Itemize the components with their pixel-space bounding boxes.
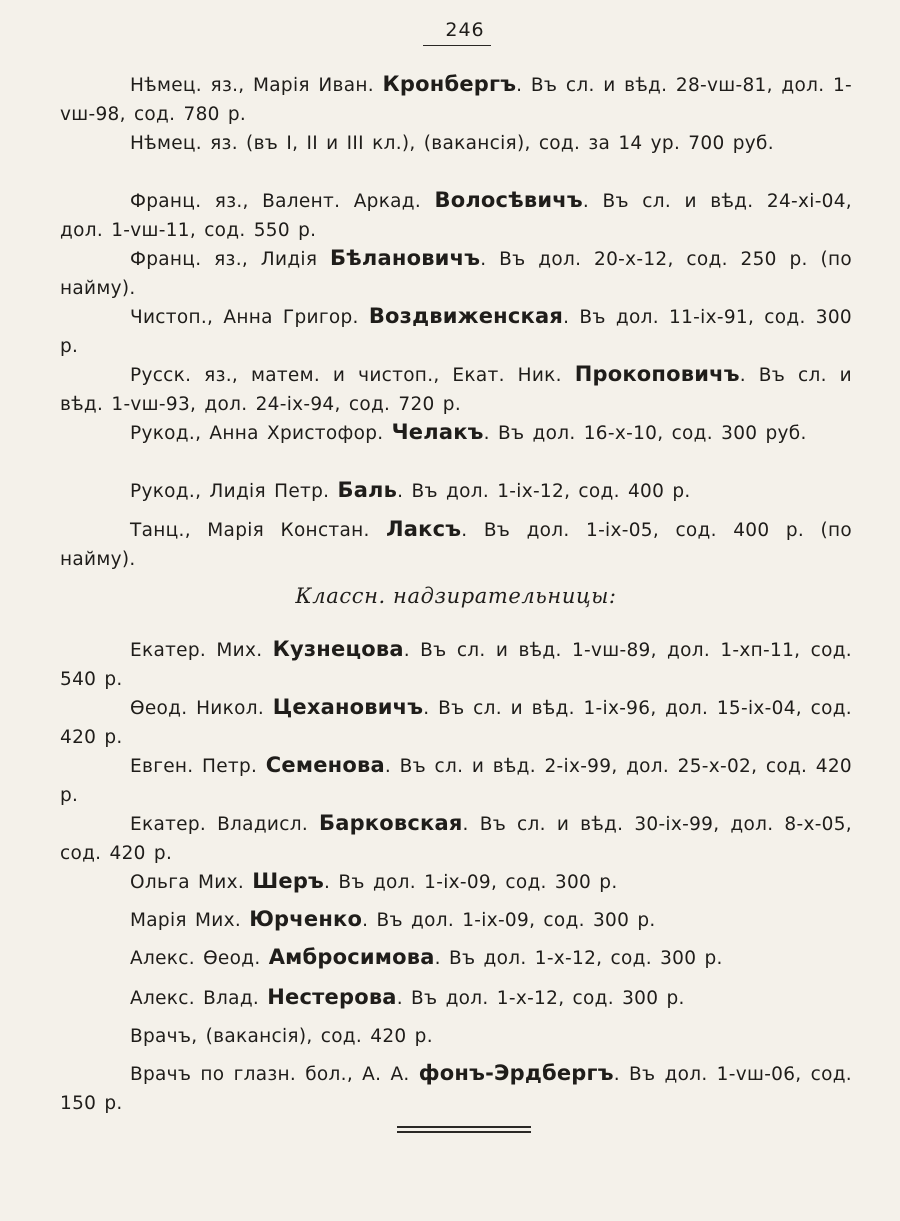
surname: Бѣлановичъ — [330, 246, 481, 270]
end-rule-bottom — [397, 1131, 531, 1133]
staff-entry — [60, 476, 852, 506]
staff-entry — [60, 1021, 852, 1051]
surname: Кронбергъ — [382, 72, 517, 96]
staff-entry — [60, 418, 852, 448]
entry-details: . Въ дол. 1-іх-09, сод. 300 р. — [324, 872, 618, 893]
staff-entry — [60, 867, 852, 897]
staff-entry — [60, 983, 852, 1013]
entry-prefix: Евген. Петр. — [130, 756, 266, 777]
staff-entry — [60, 244, 852, 303]
entry-prefix: Марія Мих. — [130, 910, 250, 931]
surname: Шеръ — [252, 869, 325, 893]
entry-prefix: Рукод., Анна Христофор. — [130, 423, 392, 444]
entry-prefix: Нѣмец. яз. (въ I, II и III кл.), (вакансія), сод. за 14 ур. 700 руб. — [130, 133, 774, 154]
entry-prefix: Ѳеод. Никол. — [130, 698, 273, 719]
staff-entry — [60, 809, 852, 868]
staff-entry — [60, 302, 852, 361]
staff-entry — [60, 360, 852, 419]
staff-entry — [60, 635, 852, 694]
end-rule-top — [397, 1126, 531, 1128]
surname: Лаксъ — [386, 517, 462, 541]
entry-details: . Въ сл. и вѣд. 24-хі-04, дол. 1-vш-11, сод. 550 р. — [60, 191, 852, 241]
entry-prefix: Екатер. Владисл. — [130, 814, 319, 835]
entry-details: . Въ дол. 1-vш-06, сод. 150 р. — [60, 1064, 852, 1114]
entry-details: . Въ дол. 1-х-12, сод. 300 р. — [396, 988, 685, 1009]
entry-prefix: Нѣмец. яз., Марія Иван. — [130, 75, 383, 96]
surname: Юрченко — [249, 907, 363, 931]
entry-details: . Въ сл. и вѣд. 2-іх-99, дол. 25-х-02, сод. 420 р. — [60, 756, 852, 806]
surname: Прокоповичъ — [574, 362, 740, 386]
staff-entry — [60, 70, 852, 129]
staff-entry — [60, 751, 852, 810]
entry-prefix: Врачъ по глазн. бол., А. А. — [130, 1064, 419, 1085]
staff-entry — [60, 693, 852, 752]
surname: Кузнецова — [272, 637, 404, 661]
entry-details: . Въ дол. 16-х-10, сод. 300 руб. — [483, 423, 807, 444]
staff-entry — [60, 515, 852, 574]
entry-details: . Въ сл. и вѣд. 28-vш-81, дол. 1-vш-98, сод. 780 р. — [60, 75, 852, 125]
staff-entry — [60, 186, 852, 245]
entry-details: . Въ дол. 1-іх-05, сод. 400 р. (по найму). — [60, 520, 852, 570]
entry-prefix: Врачъ, (вакансія), сод. 420 р. — [130, 1026, 433, 1047]
entry-details: . Въ дол. 1-іх-12, сод. 400 р. — [397, 481, 691, 502]
entry-details: . Въ дол. 11-іх-91, сод. 300 р. — [60, 307, 852, 357]
surname: фонъ-Эрдбергъ — [418, 1061, 614, 1085]
entry-prefix: Русск. яз., матем. и чистоп., Екат. Ник. — [130, 365, 575, 386]
entry-prefix: Чистоп., Анна Григор. — [130, 307, 369, 328]
entry-prefix: Франц. яз., Лидія — [130, 249, 331, 270]
entry-prefix: Танц., Марія Констан. — [130, 520, 387, 541]
entry-prefix: Алекс. Ѳеод. — [130, 948, 269, 969]
surname: Волосѣвичъ — [434, 188, 583, 212]
page-number: 246 — [445, 19, 485, 41]
entry-prefix: Екатер. Мих. — [130, 640, 273, 661]
entry-details: . Въ дол. 1-х-12, сод. 300 р. — [434, 948, 723, 969]
staff-entry — [60, 905, 852, 935]
entry-details: . Въ дол. 20-х-12, сод. 250 р. (по найму). — [60, 249, 852, 299]
entry-details: . Въ сл. и вѣд. 1-іх-96, дол. 15-іх-04, сод. 420 р. — [60, 698, 852, 748]
surname: Нестерова — [267, 985, 397, 1009]
entry-prefix: Франц. яз., Валент. Аркад. — [130, 191, 435, 212]
entry-details: . Въ сл. и вѣд. 30-іх-99, дол. 8-х-05, сод. 420 р. — [60, 814, 852, 864]
staff-entry — [60, 128, 852, 158]
staff-entry — [60, 1059, 852, 1118]
surname: Барковская — [319, 811, 463, 835]
surname: Челакъ — [391, 420, 484, 444]
surname: Воздвиженская — [368, 304, 564, 328]
surname: Цехановичъ — [272, 695, 424, 719]
section-title: Классн. надзирательницы: — [295, 584, 617, 608]
entry-details: . Въ сл. и вѣд. 1-vш-89, дол. 1-хп-11, сод. 540 р. — [60, 640, 852, 690]
page-number-underline — [423, 45, 491, 46]
entry-prefix: Ольга Мих. — [130, 872, 253, 893]
surname: Баль — [337, 478, 398, 502]
entry-details: . Въ сл. и вѣд. 1-vш-93, дол. 24-іх-94, сод. 720 р. — [60, 365, 852, 415]
document-page — [60, 0, 852, 1221]
surname: Амбросимова — [268, 945, 435, 969]
entry-prefix: Рукод., Лидія Петр. — [130, 481, 338, 502]
entry-prefix: Алекс. Влад. — [130, 988, 268, 1009]
surname: Семенова — [265, 753, 385, 777]
staff-entry — [60, 943, 852, 973]
entry-details: . Въ дол. 1-іх-09, сод. 300 р. — [362, 910, 656, 931]
